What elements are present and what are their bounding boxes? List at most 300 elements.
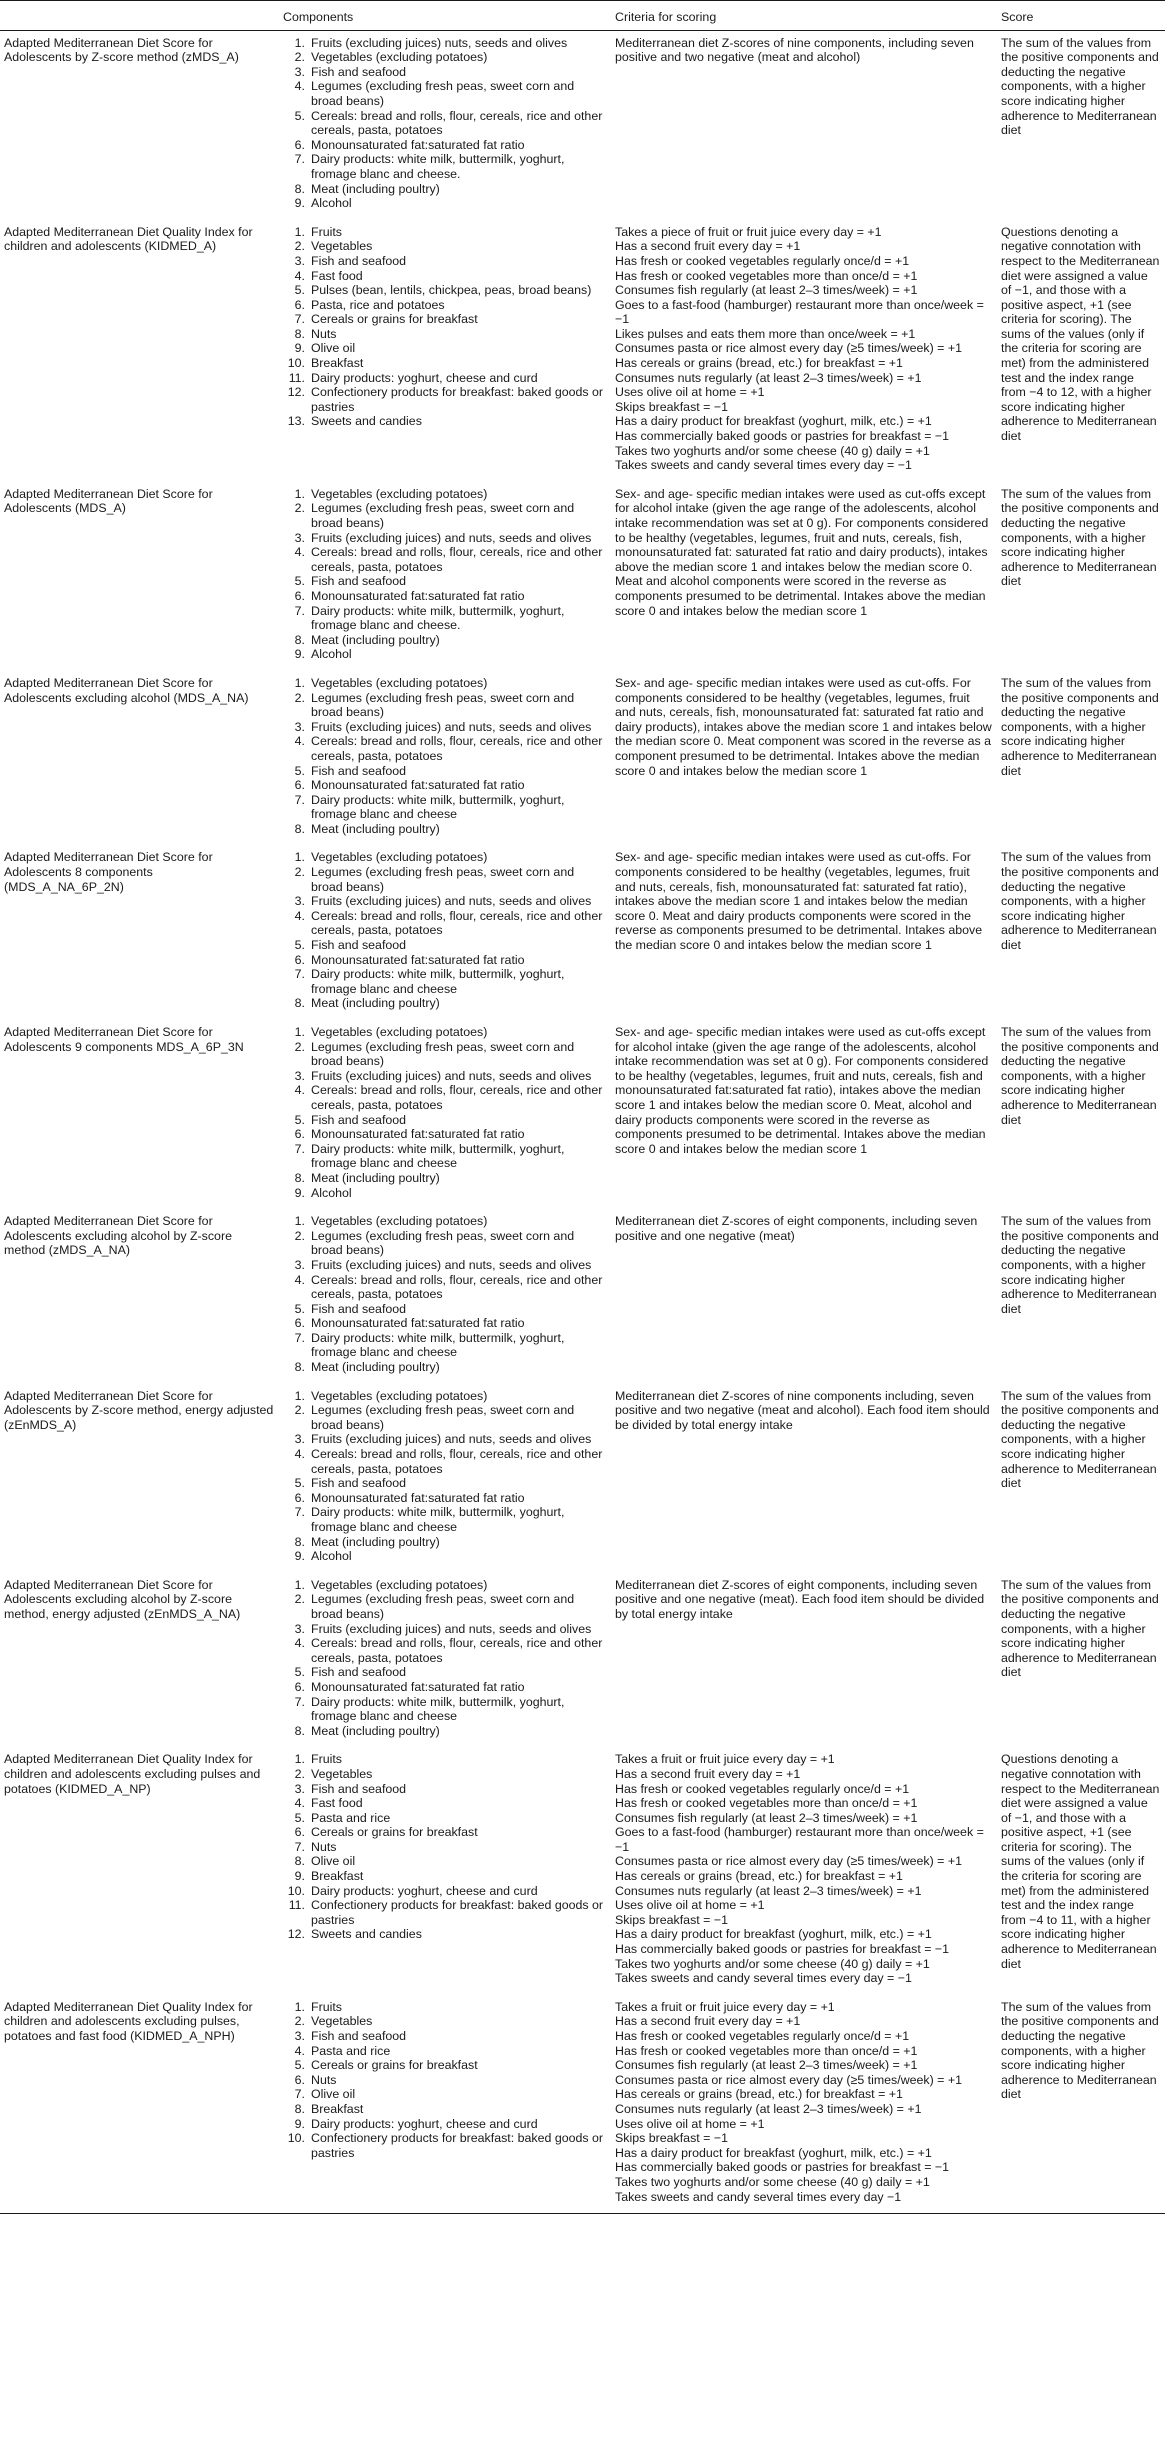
criteria-line: Sex- and age- specific median intakes were used as cut-offs except for alcohol intake (given the age range of the adolescents, alcohol intake recommendation was set at 0 g). For components considered to be healthy (vegetables, legumes, fruit and nuts, cereals, fish, monounsaturated fat: saturated fat ratio and dairy products), intakes above the median score 1 and intakes below the median score 0. Meat and alcohol components were scored in the reverse as components presumed to be detrimental. Intakes above the median score 0 and intakes below the median score 1	[615, 486, 989, 618]
list-item-number: 6.	[294, 1825, 305, 1840]
table-row	[0, 1209, 1165, 1384]
list-item	[283, 1273, 607, 1302]
criteria-line: Has commercially baked goods or pastries for breakfast = −1	[615, 1942, 950, 1957]
list-item-text: Dairy products: white milk, buttermilk, yoghurt, fromage blanc and cheese	[311, 1694, 565, 1724]
list-item-text: Vegetables (excluding potatoes)	[311, 1577, 488, 1592]
components-list	[283, 1025, 607, 1200]
list-item-number: 7.	[294, 152, 305, 167]
criteria-line: Has fresh or cooked vegetables regularly once/d = +1	[615, 2029, 910, 2043]
list-item-number: 5.	[294, 574, 305, 589]
list-item	[283, 1898, 607, 1927]
list-item-text: Legumes (excluding fresh peas, sweet corn and broad beans)	[311, 865, 575, 894]
components-list	[283, 676, 607, 837]
list-item-number: 7.	[294, 1141, 305, 1156]
list-item-text: Fruits (excluding juices) and nuts, seeds and olives	[311, 1068, 592, 1083]
list-item-text: Vegetables (excluding potatoes)	[311, 1388, 488, 1403]
list-item	[283, 778, 607, 793]
components-cell	[279, 1995, 611, 2214]
criteria-line: Takes sweets and candy several times every day = −1	[615, 1971, 912, 1986]
list-item	[283, 1083, 607, 1112]
criteria-line: Uses olive oil at home = +1	[615, 1898, 765, 1913]
list-item-number: 1.	[294, 1025, 305, 1039]
list-item-text: Alcohol	[311, 196, 352, 211]
list-item	[283, 1302, 607, 1317]
criteria-cell	[611, 845, 997, 1020]
list-item-number: 1.	[294, 675, 305, 690]
list-item-text: Fruits (excluding juices) and nuts, seeds and olives	[311, 719, 592, 734]
list-item-text: Cereals: bread and rolls, flour, cereals, rice and other cereals, pasta, potatoes	[311, 1272, 603, 1302]
list-item-text: Fruits (excluding juices) and nuts, seeds and olives	[311, 1432, 592, 1447]
list-item	[283, 1113, 607, 1128]
components-cell	[279, 1020, 611, 1209]
criteria-line: Skips breakfast = −1	[615, 1912, 728, 1927]
list-item-text: Fruits (excluding juices) nuts, seeds and olives	[311, 35, 568, 50]
list-item-text: Vegetables (excluding potatoes)	[311, 486, 488, 501]
list-item-text: Confectionery products for breakfast: baked goods or pastries	[311, 2131, 604, 2160]
list-item-text: Meat (including poultry)	[311, 1170, 440, 1185]
criteria-line: Uses olive oil at home = +1	[615, 2116, 765, 2131]
list-item	[283, 1214, 607, 1229]
list-item-text: Vegetables (excluding potatoes)	[311, 1025, 488, 1039]
components-cell	[279, 220, 611, 482]
index-name-cell: Adapted Mediterranean Diet Score for Adolescents excluding alcohol by Z-score method, energy adjusted (zEnMDS_A_NA)	[4, 1577, 241, 1621]
list-item-text: Dairy products: white milk, buttermilk, yoghurt, fromage blanc and cheese.	[311, 152, 565, 181]
criteria-line: Has a second fruit every day = +1	[615, 2014, 801, 2029]
list-item	[283, 1186, 607, 1201]
list-item-number: 3.	[294, 719, 305, 734]
criteria-cell	[611, 220, 997, 482]
list-item-text: Dairy products: yoghurt, cheese and curd	[311, 1883, 538, 1898]
list-item-text: Dairy products: white milk, buttermilk, yoghurt, fromage blanc and cheese	[311, 1141, 565, 1171]
list-item-number: 9.	[294, 1185, 305, 1200]
list-item-number: 4.	[294, 1272, 305, 1287]
list-item	[283, 1040, 607, 1069]
list-item-number: 2.	[294, 1403, 305, 1418]
criteria-cell	[611, 1209, 997, 1384]
list-item-text: Dairy products: yoghurt, cheese and curd	[311, 370, 538, 385]
list-item	[283, 1680, 607, 1695]
criteria-line: Has cereals or grains (bread, etc.) for breakfast = +1	[615, 356, 903, 371]
list-item	[283, 239, 607, 254]
list-item	[283, 1127, 607, 1142]
list-item-number: 8.	[294, 1723, 305, 1738]
list-item	[283, 50, 607, 65]
list-item-number: 2.	[294, 239, 305, 254]
criteria-line: Has fresh or cooked vegetables regularly once/d = +1	[615, 253, 910, 268]
table-row	[0, 1020, 1165, 1209]
list-item-number: 4.	[294, 545, 305, 560]
index-name-cell: Adapted Mediterranean Diet Score for Adolescents by Z-score method, energy adjusted (zEnMDS_A)	[4, 1388, 274, 1432]
list-item	[283, 356, 607, 371]
criteria-line: Has a second fruit every day = +1	[615, 1766, 801, 1781]
list-item	[283, 574, 607, 589]
list-item-text: Cereals or grains for breakfast	[311, 1825, 478, 1840]
list-item-text: Monounsaturated fat:saturated fat ratio	[311, 588, 525, 603]
list-item-number: 2.	[294, 2014, 305, 2029]
list-item-number: 5.	[294, 1301, 305, 1316]
criteria-line: Takes a fruit or fruit juice every day = +1	[615, 1999, 835, 2014]
components-list	[283, 850, 607, 1011]
list-item-text: Vegetables	[311, 239, 373, 254]
list-item-number: 8.	[294, 2101, 305, 2116]
list-item-text: Meat (including poultry)	[311, 181, 440, 196]
list-item-number: 1.	[294, 1577, 305, 1592]
components-cell	[279, 1384, 611, 1573]
list-item	[283, 967, 607, 996]
list-item	[283, 2014, 607, 2029]
list-item	[283, 720, 607, 735]
list-item	[283, 604, 607, 633]
criteria-line: Consumes nuts regularly (at least 2–3 times/week) = +1	[615, 370, 922, 385]
list-item-number: 3.	[294, 1068, 305, 1083]
list-item-number: 3.	[294, 530, 305, 545]
header-score: Score	[997, 1, 1165, 31]
list-item-text: Legumes (excluding fresh peas, sweet corn and broad beans)	[311, 501, 575, 530]
list-item	[283, 953, 607, 968]
criteria-line: Has fresh or cooked vegetables more than once/d = +1	[615, 2043, 918, 2058]
list-item-text: Nuts	[311, 1839, 337, 1854]
list-item	[283, 938, 607, 953]
list-item-text: Meat (including poultry)	[311, 1360, 440, 1375]
list-item	[283, 283, 607, 298]
list-item-text: Cereals or grains for breakfast	[311, 2058, 478, 2073]
list-item	[283, 138, 607, 153]
list-item-text: Olive oil	[311, 2087, 356, 2102]
criteria-line: Takes two yoghurts and/or some cheese (40 g) daily = +1	[615, 1956, 930, 1971]
criteria-line: Mediterranean diet Z-scores of nine components including, seven positive and two negative (meat and alcohol). Each food item should be divided by total energy intake	[615, 1388, 990, 1432]
score-cell: The sum of the values from the positive components and deducting the negative components, with a higher score indicating higher adherence to Mediterranean diet	[1001, 850, 1159, 953]
criteria-line: Has fresh or cooked vegetables regularly once/d = +1	[615, 1781, 910, 1796]
score-cell: The sum of the values from the positive components and deducting the negative components, with a higher score indicating higher adherence to Mediterranean diet	[1001, 35, 1159, 138]
list-item-text: Fish and seafood	[311, 1301, 407, 1316]
criteria-cell	[611, 671, 997, 846]
list-item-number: 8.	[294, 1854, 305, 1869]
list-item-text: Alcohol	[311, 647, 352, 662]
list-item-text: Olive oil	[311, 341, 356, 356]
criteria-line: Has a dairy product for breakfast (yoghurt, milk, etc.) = +1	[615, 1927, 932, 1942]
score-cell: The sum of the values from the positive components and deducting the negative components, with a higher score indicating higher adherence to Mediterranean diet	[1001, 1577, 1159, 1680]
list-item	[283, 1389, 607, 1404]
list-item	[283, 865, 607, 894]
list-item	[283, 269, 607, 284]
table-row	[0, 30, 1165, 220]
list-item-number: 5.	[294, 2058, 305, 2073]
list-item	[283, 2058, 607, 2073]
components-cell	[279, 671, 611, 846]
components-list	[283, 36, 607, 211]
list-item-number: 4.	[294, 734, 305, 749]
list-item-text: Pulses (bean, lentils, chickpea, peas, broad beans)	[311, 283, 592, 298]
criteria-line: Has a dairy product for breakfast (yoghurt, milk, etc.) = +1	[615, 414, 932, 429]
list-item	[283, 1724, 607, 1739]
criteria-line: Has commercially baked goods or pastries for breakfast = −1	[615, 429, 950, 444]
index-name-cell: Adapted Mediterranean Diet Score for Adolescents (MDS_A)	[4, 486, 213, 516]
list-item-number: 1.	[294, 486, 305, 501]
list-item	[283, 1811, 607, 1826]
list-item-text: Fruits (excluding juices) and nuts, seeds and olives	[311, 1257, 592, 1272]
list-item-number: 9.	[294, 1549, 305, 1564]
score-cell: Questions denoting a negative connotation with respect to the Mediterranean diet were assigned a value of −1, and those with a positive aspect, +1 (see criteria for scoring). The sums of the values (only if the criteria for scoring are met) from the administered test and the index range from −4 to 11, with a higher score indicating higher adherence to Mediterranean diet	[1001, 1752, 1160, 1971]
list-item-number: 7.	[294, 792, 305, 807]
list-item-text: Vegetables (excluding potatoes)	[311, 50, 488, 65]
list-item-number: 7.	[294, 1694, 305, 1709]
index-name-cell: Adapted Mediterranean Diet Score for Adolescents 9 components MDS_A_6P_3N	[4, 1025, 244, 1054]
list-item-number: 5.	[294, 108, 305, 123]
criteria-line: Uses olive oil at home = +1	[615, 385, 765, 400]
list-item-number: 7.	[294, 312, 305, 327]
components-cell	[279, 482, 611, 671]
list-item	[283, 1535, 607, 1550]
list-item	[283, 1491, 607, 1506]
list-item-number: 8.	[294, 996, 305, 1011]
list-item-number: 1.	[294, 850, 305, 865]
list-item-number: 8.	[294, 181, 305, 196]
list-item	[283, 79, 607, 108]
index-name-cell: Adapted Mediterranean Diet Score for Adolescents excluding alcohol (MDS_A_NA)	[4, 675, 249, 705]
list-item	[283, 254, 607, 269]
list-item-text: Fish and seafood	[311, 1476, 407, 1491]
list-item	[283, 371, 607, 386]
list-item-text: Cereals: bread and rolls, flour, cereals, rice and other cereals, pasta, potatoes	[311, 734, 603, 763]
table-header-row	[0, 1, 1165, 31]
list-item-text: Fish and seafood	[311, 64, 407, 79]
components-list	[283, 487, 607, 662]
list-item-text: Fruits (excluding juices) and nuts, seeds and olives	[311, 530, 592, 545]
table-row	[0, 482, 1165, 671]
list-item	[283, 1869, 607, 1884]
table-row	[0, 845, 1165, 1020]
list-item-text: Legumes (excluding fresh peas, sweet corn and broad beans)	[311, 1039, 575, 1069]
list-item	[283, 1331, 607, 1360]
criteria-cell	[611, 482, 997, 671]
list-item	[283, 1171, 607, 1186]
list-item-number: 9.	[294, 341, 305, 356]
list-item-number: 2.	[294, 501, 305, 516]
list-item-number: 6.	[294, 1490, 305, 1505]
components-list	[283, 1214, 607, 1375]
list-item-number: 12.	[287, 1927, 305, 1942]
list-item-number: 9.	[294, 196, 305, 211]
list-item-text: Vegetables	[311, 1766, 373, 1781]
list-item-number: 6.	[294, 1316, 305, 1331]
list-item-number: 6.	[294, 297, 305, 312]
criteria-line: Consumes nuts regularly (at least 2–3 times/week) = +1	[615, 2101, 922, 2116]
list-item-number: 9.	[294, 647, 305, 662]
list-item	[283, 1592, 607, 1621]
list-item-text: Legumes (excluding fresh peas, sweet corn and broad beans)	[311, 690, 575, 720]
list-item	[283, 196, 607, 211]
list-item-number: 6.	[294, 137, 305, 152]
list-item-text: Pasta and rice	[311, 2043, 391, 2058]
components-list	[283, 1752, 607, 1942]
list-item-number: 12.	[287, 385, 305, 400]
score-cell: The sum of the values from the positive components and deducting the negative components, with a higher score indicating higher adherence to Mediterranean diet	[1001, 1214, 1159, 1316]
table-row	[0, 1573, 1165, 1748]
index-name-cell: Adapted Mediterranean Diet Score for Adolescents excluding alcohol by Z-score method (zMDS_A_NA)	[4, 1214, 232, 1258]
list-item	[283, 734, 607, 763]
list-item-text: Pasta, rice and potatoes	[311, 297, 445, 312]
score-cell: The sum of the values from the positive components and deducting the negative components, with a higher score indicating higher adherence to Mediterranean diet	[1001, 486, 1159, 589]
list-item	[283, 65, 607, 80]
components-cell	[279, 1209, 611, 1384]
list-item	[283, 225, 607, 240]
list-item-number: 2.	[294, 1592, 305, 1607]
list-item-text: Dairy products: yoghurt, cheese and curd	[311, 2116, 538, 2131]
list-item	[283, 691, 607, 720]
list-item-text: Meat (including poultry)	[311, 821, 440, 836]
components-cell	[279, 1573, 611, 1748]
criteria-cell	[611, 1573, 997, 1748]
list-item-number: 1.	[294, 1999, 305, 2014]
list-item	[283, 1825, 607, 1840]
table-row	[0, 220, 1165, 482]
list-item-text: Breakfast	[311, 2101, 364, 2116]
list-item-text: Dairy products: white milk, buttermilk, yoghurt, fromage blanc and cheese	[311, 792, 565, 822]
list-item-number: 5.	[294, 1112, 305, 1127]
components-list	[283, 2000, 607, 2161]
criteria-line: Consumes pasta or rice almost every day (≥5 times/week) = +1	[615, 1854, 962, 1869]
list-item	[283, 385, 607, 414]
list-item-text: Fruits (excluding juices) and nuts, seeds and olives	[311, 1621, 592, 1636]
list-item	[283, 2102, 607, 2117]
list-item	[283, 996, 607, 1011]
list-item-text: Fruits (excluding juices) and nuts, seeds and olives	[311, 894, 592, 909]
list-item-text: Monounsaturated fat:saturated fat ratio	[311, 1316, 525, 1331]
list-item-number: 7.	[294, 1839, 305, 1854]
list-item-number: 5.	[294, 1665, 305, 1680]
list-item-number: 6.	[294, 778, 305, 793]
list-item-number: 7.	[294, 603, 305, 618]
list-item-number: 5.	[294, 763, 305, 778]
list-item-text: Dairy products: white milk, buttermilk, yoghurt, fromage blanc and cheese	[311, 967, 565, 996]
list-item	[283, 1316, 607, 1331]
list-item-text: Meat (including poultry)	[311, 996, 440, 1011]
list-item-text: Monounsaturated fat:saturated fat ratio	[311, 1679, 525, 1694]
index-name-cell: Adapted Mediterranean Diet Quality Index for children and adolescents excluding pulses and potatoes (KIDMED_A_NP)	[4, 1752, 261, 1796]
list-item	[283, 764, 607, 779]
list-item	[283, 1069, 607, 1084]
criteria-line: Consumes nuts regularly (at least 2–3 times/week) = +1	[615, 1883, 922, 1898]
criteria-cell	[611, 1747, 997, 1995]
list-item-text: Sweets and candies	[311, 414, 422, 429]
header-components: Components	[279, 1, 611, 31]
list-item-number: 5.	[294, 283, 305, 298]
list-item-text: Nuts	[311, 326, 337, 341]
list-item-number: 3.	[294, 64, 305, 79]
list-item	[283, 298, 607, 313]
list-item-number: 9.	[294, 1869, 305, 1884]
index-name-cell: Adapted Mediterranean Diet Quality Index for children and adolescents (KIDMED_A)	[4, 224, 253, 254]
criteria-line: Mediterranean diet Z-scores of eight components, including seven positive and one negative (meat). Each food item should be divided by total energy intake	[615, 1577, 985, 1621]
criteria-line: Has commercially baked goods or pastries for breakfast = −1	[615, 2160, 950, 2175]
list-item-number: 4.	[294, 1083, 305, 1098]
list-item-number: 2.	[294, 50, 305, 65]
list-item	[283, 1782, 607, 1797]
list-item-number: 1.	[294, 1752, 305, 1767]
criteria-line: Mediterranean diet Z-scores of nine components, including seven positive and two negative (meat and alcohol)	[615, 35, 974, 65]
list-item-text: Monounsaturated fat:saturated fat ratio	[311, 137, 525, 152]
criteria-line: Takes two yoghurts and/or some cheese (40 g) daily = +1	[615, 2174, 930, 2189]
list-item-number: 6.	[294, 1127, 305, 1142]
list-item	[283, 1432, 607, 1447]
list-item	[283, 1505, 607, 1534]
list-item-number: 3.	[294, 894, 305, 909]
list-item-number: 4.	[294, 268, 305, 283]
list-item	[283, 2029, 607, 2044]
components-list	[283, 225, 607, 429]
list-item	[283, 793, 607, 822]
criteria-line: Sex- and age- specific median intakes were used as cut-offs. For components considered to be healthy (vegetables, legumes, fruit and nuts, cereals, fish, monounsaturated fat: saturated fat ratio and dairy products), intakes above the median score 1 and intakes below the median score 0. Meat component was scored in the reverse as a component presumed to be detrimental. Intakes above the median score 0 and intakes below the median score 1	[615, 675, 992, 778]
header-index-name	[0, 1, 279, 31]
table-row	[0, 1747, 1165, 1995]
list-item	[283, 1578, 607, 1593]
criteria-cell	[611, 1020, 997, 1209]
list-item-text: Fish and seafood	[311, 574, 407, 589]
table-row	[0, 1384, 1165, 1573]
list-item-number: 2.	[294, 1766, 305, 1781]
list-item	[283, 487, 607, 502]
components-list	[283, 1578, 607, 1739]
list-item-text: Monounsaturated fat:saturated fat ratio	[311, 1127, 525, 1142]
list-item-number: 7.	[294, 967, 305, 982]
list-item-text: Pasta and rice	[311, 1810, 391, 1825]
criteria-line: Has fresh or cooked vegetables more than once/d = +1	[615, 268, 918, 283]
list-item-number: 4.	[294, 2043, 305, 2058]
score-cell: The sum of the values from the positive components and deducting the negative components, with a higher score indicating higher adherence to Mediterranean diet	[1001, 1025, 1159, 1127]
list-item	[283, 2117, 607, 2132]
list-item-text: Alcohol	[311, 1185, 352, 1200]
list-item-text: Olive oil	[311, 1854, 356, 1869]
list-item-number: 1.	[294, 1388, 305, 1403]
list-item	[283, 1767, 607, 1782]
list-item	[283, 327, 607, 342]
list-item-number: 2.	[294, 1228, 305, 1243]
list-item-text: Meat (including poultry)	[311, 632, 440, 647]
list-item	[283, 1622, 607, 1637]
list-item	[283, 1636, 607, 1665]
list-item-number: 8.	[294, 1170, 305, 1185]
index-name-cell: Adapted Mediterranean Diet Score for Adolescents by Z-score method (zMDS_A)	[4, 35, 239, 65]
list-item	[283, 850, 607, 865]
list-item	[283, 2087, 607, 2102]
criteria-line: Consumes pasta or rice almost every day (≥5 times/week) = +1	[615, 2072, 962, 2087]
list-item-number: 4.	[294, 1796, 305, 1811]
list-item-text: Vegetables (excluding potatoes)	[311, 675, 488, 690]
list-item	[283, 1884, 607, 1899]
list-item-text: Fish and seafood	[311, 2029, 407, 2043]
list-item	[283, 182, 607, 197]
list-item	[283, 341, 607, 356]
list-item-number: 10.	[287, 2131, 305, 2146]
criteria-line: Takes a piece of fruit or fruit juice every day = +1	[615, 224, 882, 239]
list-item	[283, 312, 607, 327]
list-item-text: Nuts	[311, 2072, 337, 2087]
components-list	[283, 1389, 607, 1564]
list-item-text: Monounsaturated fat:saturated fat ratio	[311, 1490, 525, 1505]
score-cell: Questions denoting a negative connotation with respect to the Mediterranean diet were assigned a value of −1, and those with a positive aspect, +1 (see criteria for scoring). The sums of the values (only if the criteria for scoring are met) from the administered test and the index range from −4 to 12, with a higher score indicating higher adherence to Mediterranean diet	[1001, 224, 1160, 444]
list-item-number: 2.	[294, 690, 305, 705]
list-item-text: Vegetables (excluding potatoes)	[311, 850, 488, 865]
components-cell	[279, 30, 611, 220]
list-item	[283, 1142, 607, 1171]
list-item-text: Legumes (excluding fresh peas, sweet corn and broad beans)	[311, 1403, 575, 1432]
list-item-number: 8.	[294, 1360, 305, 1375]
list-item-number: 4.	[294, 79, 305, 94]
list-item	[283, 2073, 607, 2088]
index-name-cell: Adapted Mediterranean Diet Score for Adolescents 8 components (MDS_A_NA_6P_2N)	[4, 850, 213, 894]
list-item-text: Sweets and candies	[311, 1927, 422, 1942]
list-item-number: 2.	[294, 1039, 305, 1054]
